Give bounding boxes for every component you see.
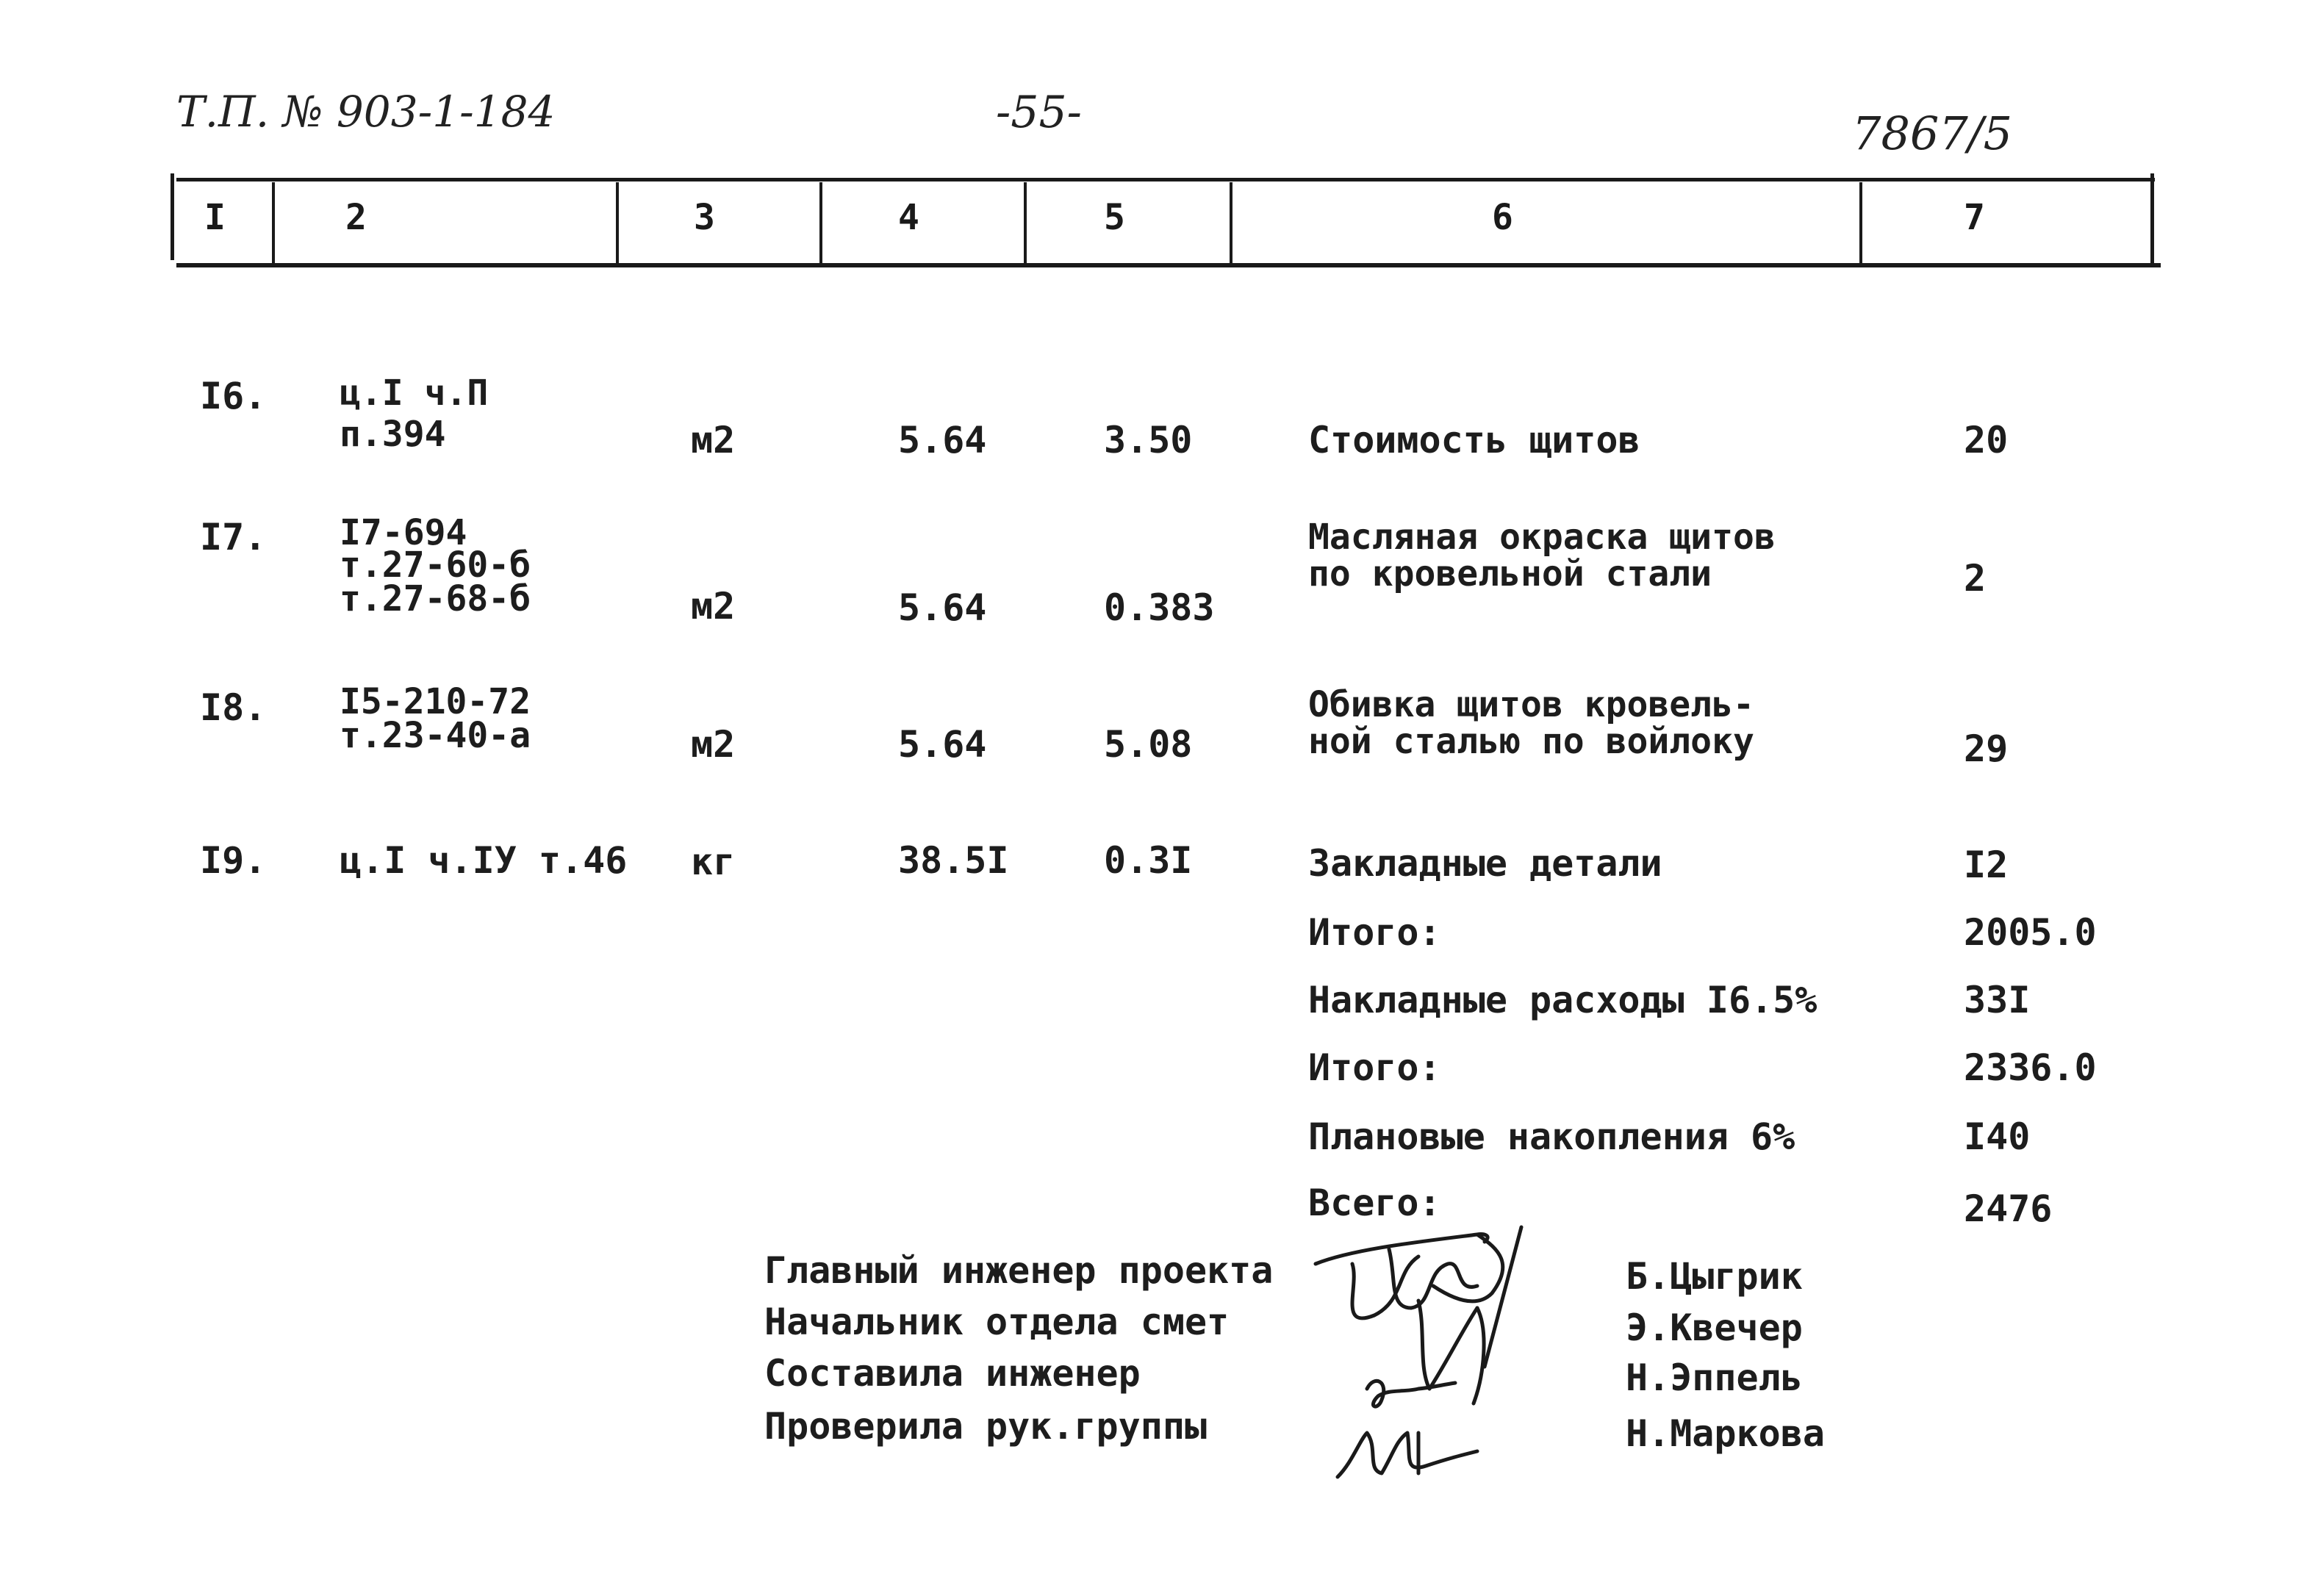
summary-label: Плановые накопления 6% <box>1308 1115 1795 1158</box>
summary-value: 2336.0 <box>1964 1046 2097 1089</box>
page-number: -55- <box>996 87 1082 138</box>
column-divider <box>1859 182 1862 265</box>
summary-label: Итого: <box>1308 1046 1441 1089</box>
row-description-line: Обивка щитов кровель- <box>1308 684 1754 725</box>
row-total: I2 <box>1964 844 2009 886</box>
column-divider <box>1230 182 1232 265</box>
signer-name: Н.Эппель <box>1626 1356 1803 1399</box>
row-unit: м2 <box>691 723 736 766</box>
header-left-border <box>171 173 174 260</box>
row-unit: м2 <box>691 585 736 628</box>
column-number: 7 <box>1964 197 1985 238</box>
row-code-line: I7-694 <box>340 512 467 553</box>
row-price: 0.3I <box>1104 839 1193 882</box>
row-code-line: п.394 <box>340 414 446 455</box>
column-number: I <box>204 197 226 238</box>
column-number: 6 <box>1492 197 1513 238</box>
row-price: 0.383 <box>1104 586 1215 629</box>
signer-name: Н.Маркова <box>1626 1412 1825 1455</box>
signer-role: Составила инженер <box>764 1352 1141 1395</box>
row-description-line: Закладные детали <box>1308 842 1662 885</box>
row-total: 20 <box>1964 419 2009 461</box>
signer-role: Начальник отдела смет <box>764 1301 1230 1343</box>
row-number: I6. <box>200 375 267 417</box>
row-quantity: 5.64 <box>898 723 987 766</box>
handwritten-signatures <box>1308 1220 1617 1499</box>
summary-value: 2476 <box>1964 1187 2053 1230</box>
doc-code: Т.П. № 903-1-184 <box>176 87 556 137</box>
row-quantity: 5.64 <box>898 419 987 461</box>
column-divider <box>616 182 619 265</box>
row-code-line: I5-210-72 <box>340 681 531 722</box>
signer-role: Проверила рук.группы <box>764 1405 1208 1448</box>
summary-label: Итого: <box>1308 911 1441 954</box>
row-total: 2 <box>1964 557 1987 600</box>
row-code-line: т.23-40-а <box>340 715 531 756</box>
column-divider <box>819 182 822 265</box>
row-unit: м2 <box>691 419 736 461</box>
row-quantity: 38.5I <box>898 839 1009 882</box>
row-number: I9. <box>200 839 267 882</box>
row-number: I7. <box>200 516 267 558</box>
header-top-rule <box>176 178 2155 181</box>
summary-value: 33I <box>1964 979 2031 1021</box>
summary-label: Накладные расходы I6.5% <box>1308 979 1818 1021</box>
summary-value: I40 <box>1964 1115 2031 1158</box>
signer-role: Главный инженер проекта <box>764 1249 1274 1292</box>
row-description-line: по кровельной стали <box>1308 553 1712 594</box>
column-number: 2 <box>345 197 367 238</box>
summary-value: 2005.0 <box>1964 911 2097 954</box>
row-price: 5.08 <box>1104 723 1193 766</box>
row-unit: кг <box>691 841 736 883</box>
row-description-line: ной сталью по войлоку <box>1308 721 1754 762</box>
row-code-line: т.27-60-б <box>340 544 531 586</box>
row-code-line: ц.I ч.IУ т.46 <box>340 839 628 882</box>
column-number: 5 <box>1104 197 1125 238</box>
row-code-line: т.27-68-б <box>340 578 531 619</box>
row-description-line: Стоимость щитов <box>1308 419 1640 461</box>
row-total: 29 <box>1964 727 2009 770</box>
signer-name: Э.Квечер <box>1626 1306 1803 1349</box>
row-price: 3.50 <box>1104 419 1193 461</box>
summary-label: Всего: <box>1308 1182 1441 1224</box>
signer-name: Б.Цыгрик <box>1626 1255 1803 1298</box>
column-divider <box>1024 182 1027 265</box>
column-divider <box>272 182 275 265</box>
column-number: 3 <box>694 197 715 238</box>
row-quantity: 5.64 <box>898 586 987 629</box>
row-description-line: Масляная окраска щитов <box>1308 517 1776 558</box>
header-right-border <box>2150 173 2154 265</box>
row-code-line: ц.I ч.П <box>340 373 489 414</box>
column-number: 4 <box>898 197 919 238</box>
row-number: I8. <box>200 686 267 729</box>
archive-number: 7867/5 <box>1852 107 2013 160</box>
header-bottom-rule <box>176 263 2161 267</box>
